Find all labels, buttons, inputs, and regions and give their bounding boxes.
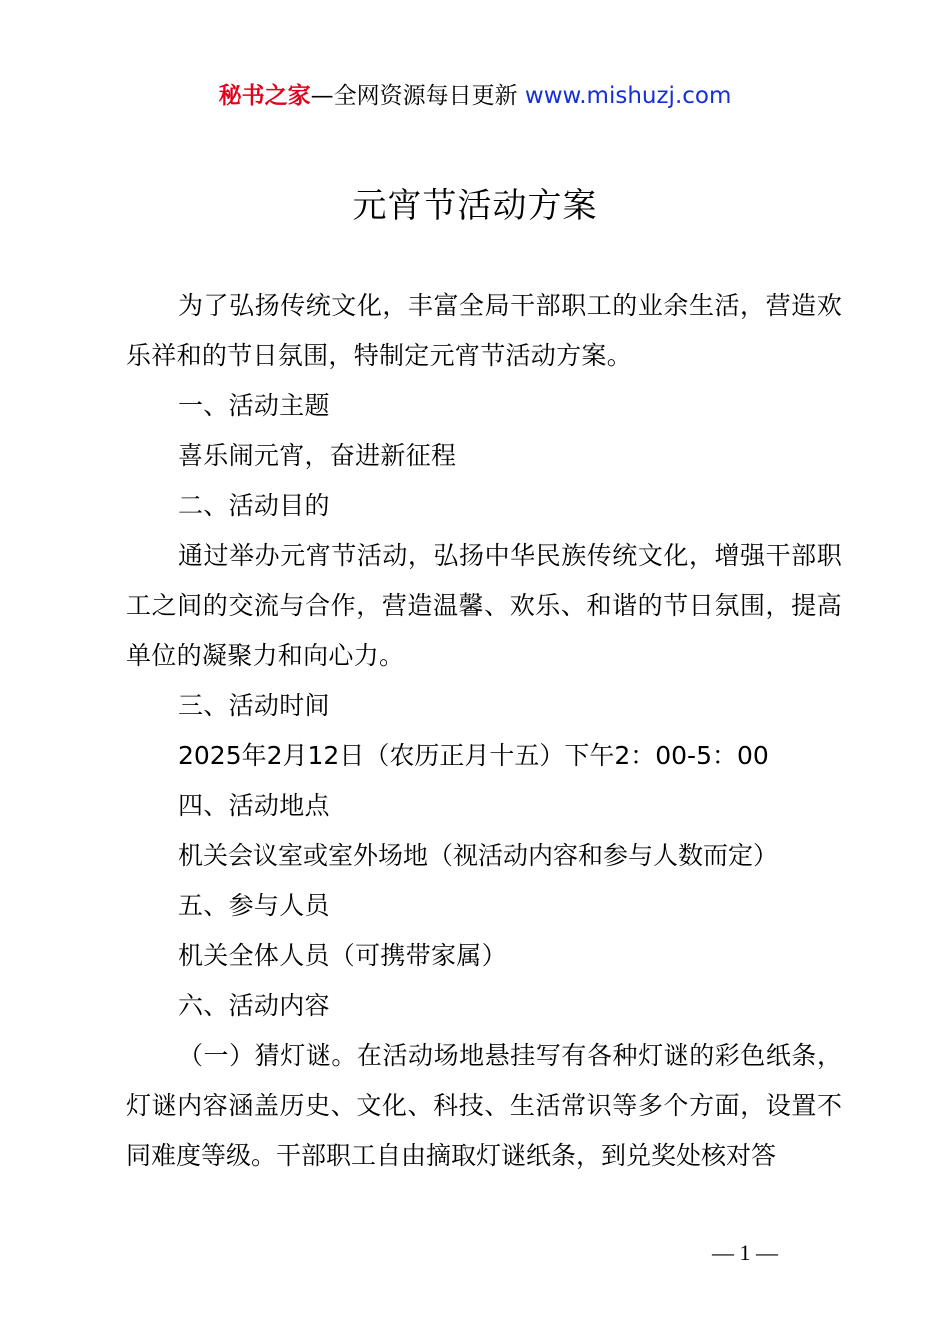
section-heading-participants: 五、参与人员 <box>178 891 330 920</box>
document-title: 元宵节活动方案 <box>352 186 598 226</box>
section-heading-location: 四、活动地点 <box>178 791 330 820</box>
lantern-riddle-paragraph: （一）猜灯谜。在活动场地悬挂写有各种灯谜的彩色纸条，灯谜内容涵盖历史、文化、科技、生活常识等多个方面，设置不同难度等级。干部职工自由摘取灯谜纸条，到兑奖处核对答 <box>126 1041 842 1170</box>
page-number: — 1 — <box>712 1240 778 1265</box>
location-text: 机关会议室或室外场地（视活动内容和参与人数而定） <box>178 841 779 870</box>
document-body <box>126 281 842 1181</box>
section-heading-theme: 一、活动主题 <box>178 391 330 420</box>
site-header <box>0 80 950 112</box>
brand-name: 秘书之家 <box>218 83 311 109</box>
theme-text: 喜乐闹元宵，奋进新征程 <box>178 441 457 470</box>
header-tagline: —全网资源每日更新 <box>310 83 525 109</box>
section-heading-purpose: 二、活动目的 <box>178 491 330 520</box>
participants-text: 机关全体人员（可携带家属） <box>178 941 507 970</box>
intro-paragraph: 为了弘扬传统文化，丰富全局干部职工的业余生活，营造欢乐祥和的节日氛围，特制定元宵节活动方案。 <box>126 291 842 370</box>
time-text: 2025年2月12日（农历正月十五）下午2：00-5：00 <box>178 741 769 770</box>
section-heading-time: 三、活动时间 <box>178 691 330 720</box>
site-url-link[interactable]: www.mishuzj.com <box>524 83 732 109</box>
purpose-paragraph: 通过举办元宵节活动，弘扬中华民族传统文化，增强干部职工之间的交流与合作，营造温馨、欢乐、和谐的节日氛围，提高单位的凝聚力和向心力。 <box>126 541 842 670</box>
section-heading-content: 六、活动内容 <box>178 991 330 1020</box>
